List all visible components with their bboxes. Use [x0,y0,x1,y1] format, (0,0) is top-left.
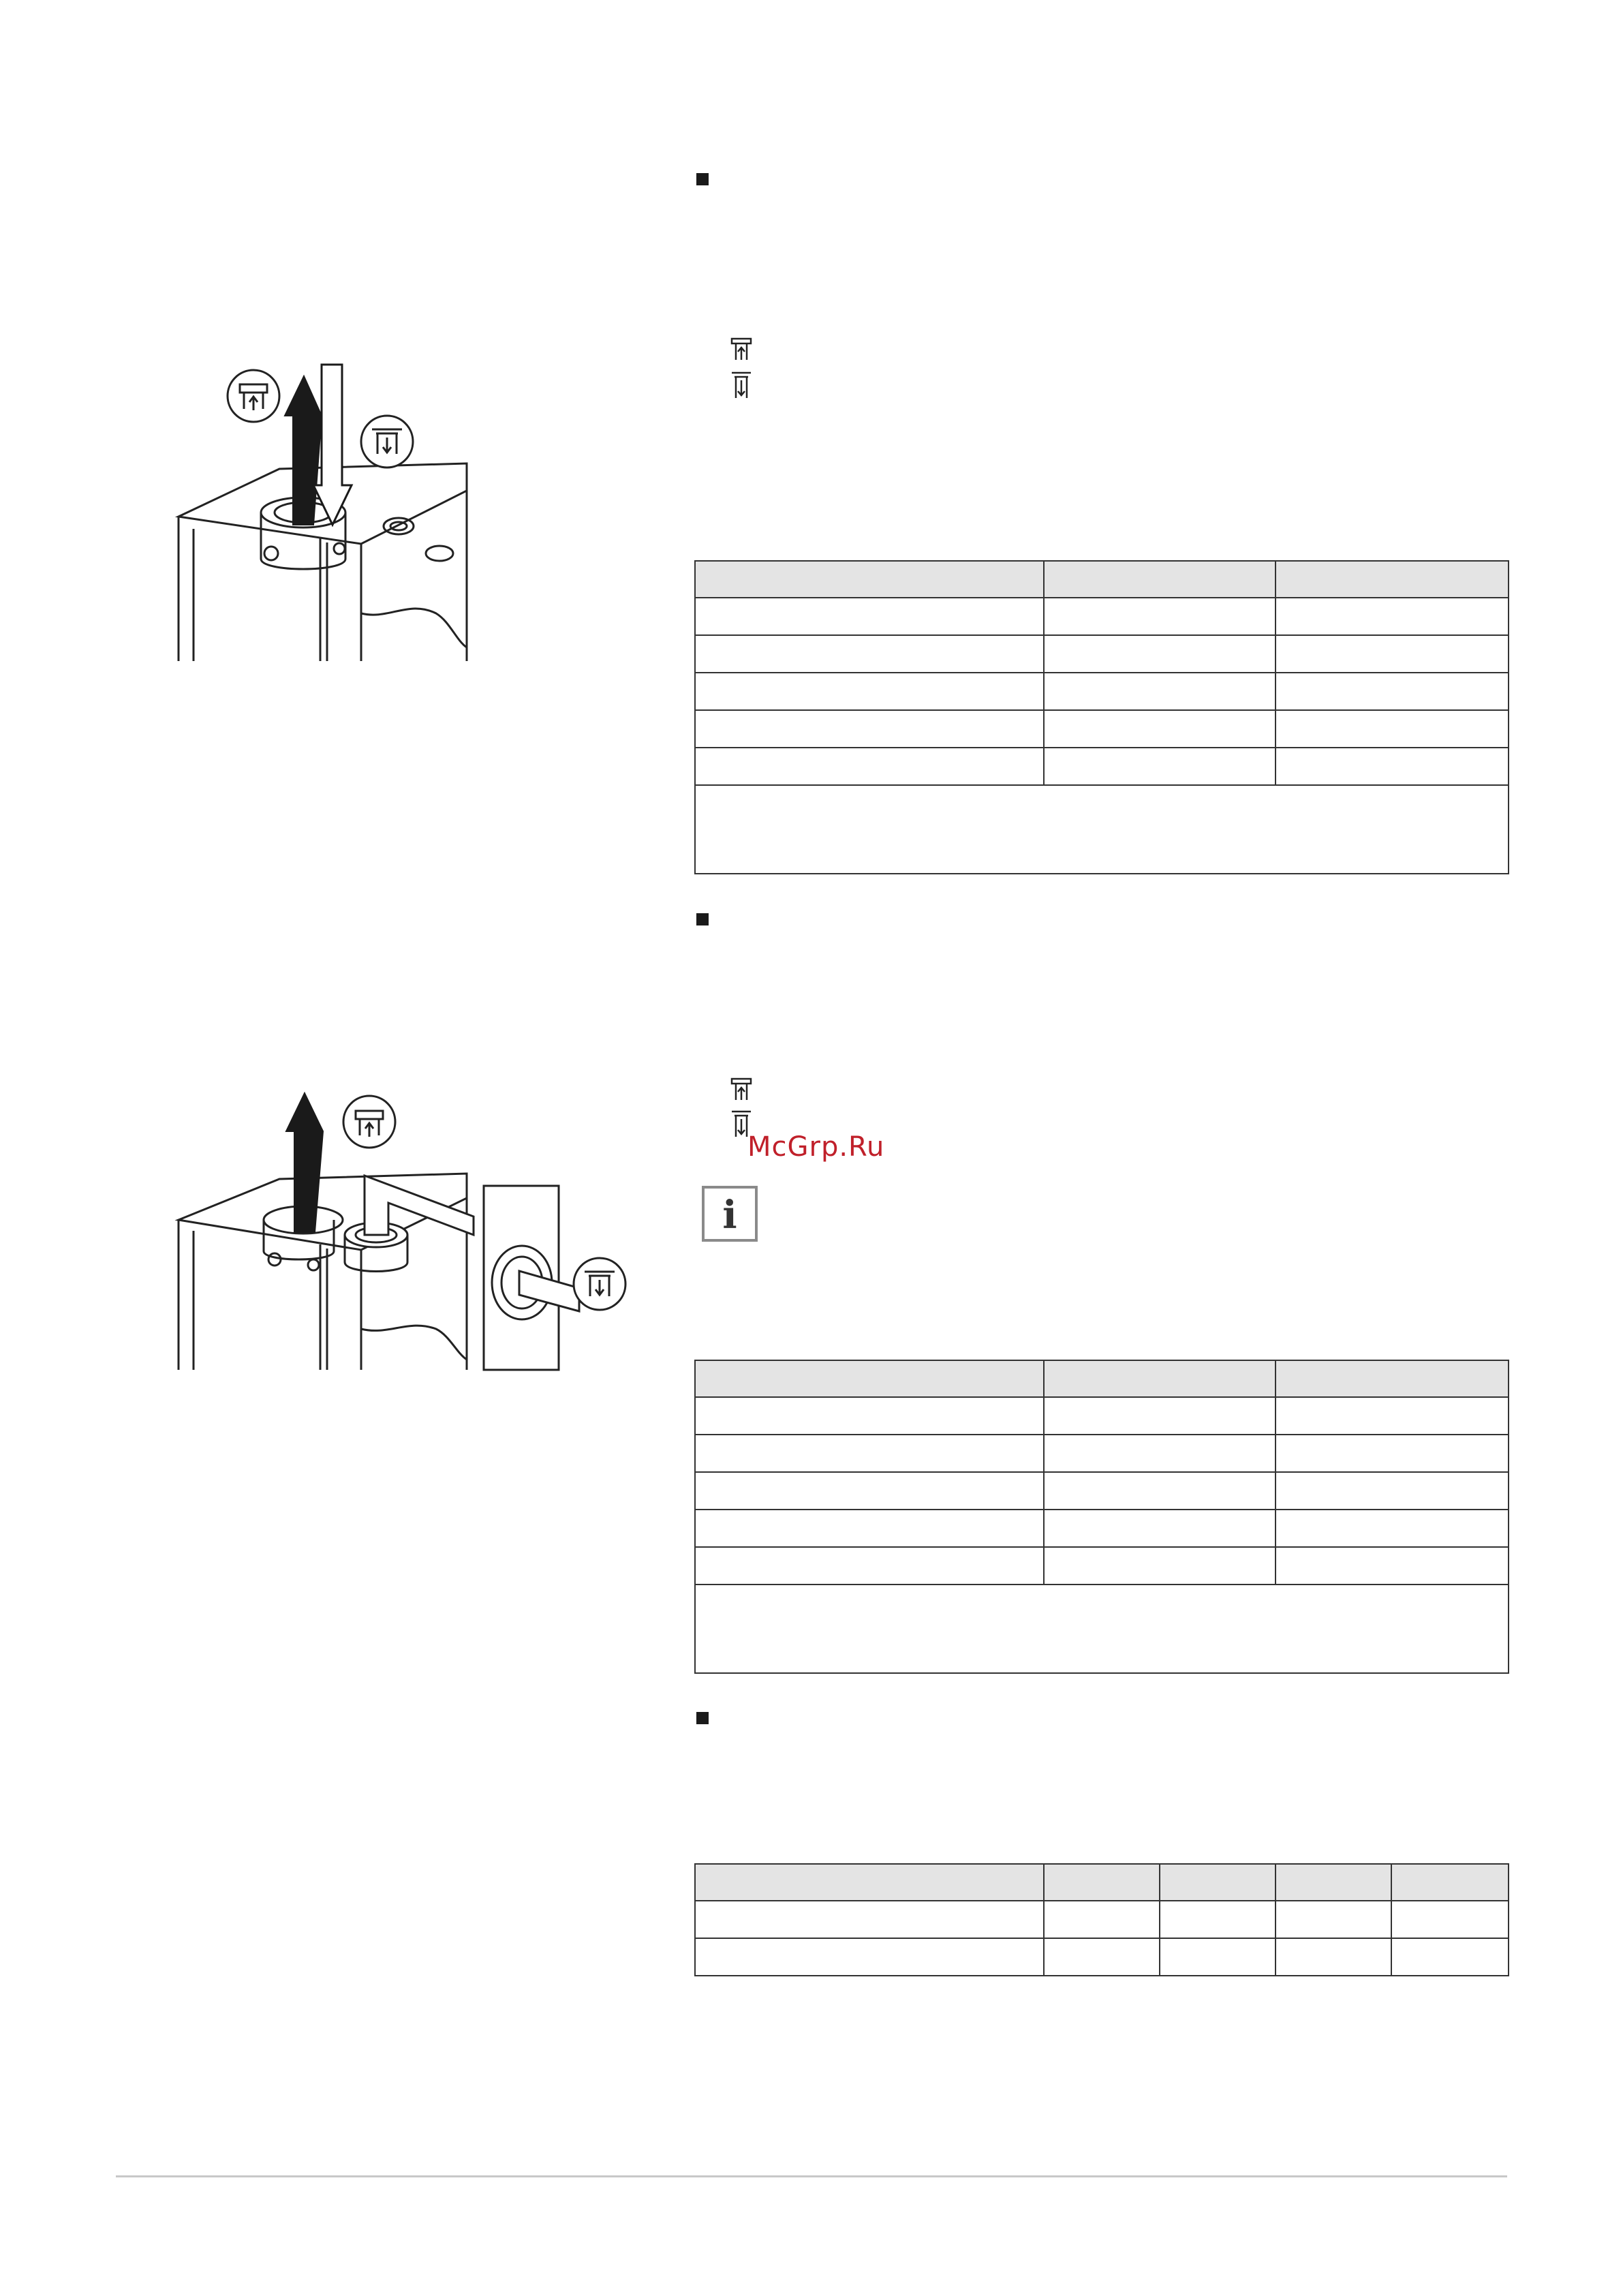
table-row [695,710,1509,748]
table-row [695,1547,1509,1585]
flue-exhaust-icon [361,416,413,468]
info-glyph: i [722,1193,737,1238]
table-row [695,1397,1509,1435]
table-note-row [695,785,1509,874]
flue-supply-icon [228,370,279,422]
table-note-row [695,1585,1509,1673]
watermark: McGrp.Ru [747,1131,885,1163]
table-row [695,1435,1509,1472]
section-bullet [696,173,709,185]
table-2 [694,1360,1509,1674]
flue-supply-icon [730,1077,752,1101]
figure-flue-split [164,1084,640,1383]
table-row [695,1472,1509,1510]
info-icon [702,1186,758,1242]
footer-divider [116,2175,1507,2177]
flue-exhaust-icon [574,1258,625,1310]
table-3 [694,1863,1509,1976]
table-header-row [695,1360,1509,1397]
table-row [695,1938,1509,1976]
table-row [695,1510,1509,1547]
flue-exhaust-icon [730,371,752,399]
table-row [695,598,1509,635]
section-bullet [696,1712,709,1724]
section-bullet [696,913,709,925]
figure-flue-concentric [164,354,518,675]
table-row [695,1901,1509,1938]
table-header-row [695,561,1509,598]
table-header-row [695,1864,1509,1901]
table-1 [694,560,1509,874]
table-row [695,748,1509,785]
table-row [695,635,1509,673]
flue-supply-icon [730,337,752,361]
flue-supply-icon [343,1096,395,1148]
table-row [695,673,1509,710]
